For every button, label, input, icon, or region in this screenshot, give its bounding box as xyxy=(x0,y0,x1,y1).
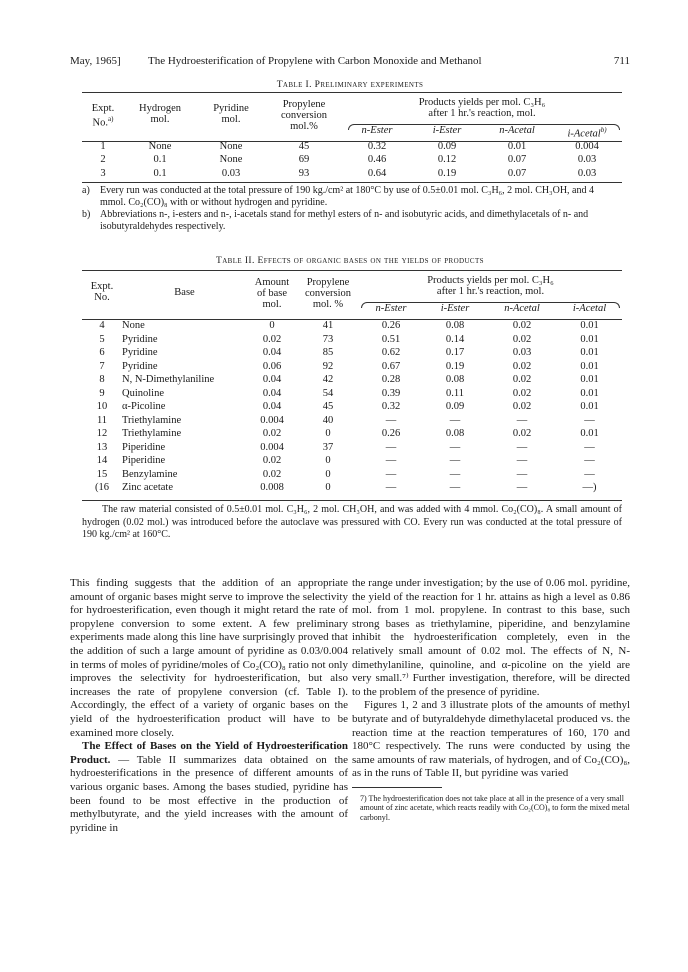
table1-cell: 0.12 xyxy=(437,154,457,165)
table2-cell: Triethylamine xyxy=(122,428,182,439)
header-title: The Hydroesterification of Propylene with Carbon Monoxide and Methanol xyxy=(148,55,482,67)
left-paragraph-2 xyxy=(70,740,348,835)
table2-cell: 7 xyxy=(99,360,105,372)
note-label: a) xyxy=(82,185,90,196)
table2-cell: 0.19 xyxy=(445,360,465,372)
table2-cell: α-Picoline xyxy=(122,401,166,412)
t2-h-products1: Products yields per mol. C₃H₆ xyxy=(427,275,554,286)
table2-cell: 0.01 xyxy=(580,360,599,372)
table2-cell: 37 xyxy=(322,441,334,453)
table1-cell: 0.46 xyxy=(367,154,387,165)
table1-cell: 0.03 xyxy=(577,167,597,179)
table2-bottom-rule xyxy=(82,500,622,501)
table2-cell: 54 xyxy=(322,387,334,399)
table2-cell: — xyxy=(516,455,528,466)
table2-cell: 6 xyxy=(99,347,105,358)
table2-cell: 0.08 xyxy=(445,428,465,439)
table2-cell: Quinoline xyxy=(122,387,164,399)
t1-h-i-ester: i-Ester xyxy=(432,125,462,136)
table2-cell: 4 xyxy=(99,320,105,331)
table2-cell: 8 xyxy=(99,374,105,385)
table2-cell: 12 xyxy=(96,428,108,439)
table2-cell: Piperidine xyxy=(122,455,166,466)
table2-row xyxy=(82,414,622,428)
right-paragraph-2: Figures 1, 2 and 3 illustrate plots of the amounts of methyl butyrate and of butyraldehyde dimethylacetal produced vs. the reaction time at the reaction temperatures of 160, 170 and 180°C respectively. The runs were conducted by using the same amounts of raw materials, of hydrogen, and of Co₂(CO)₈, as in the runs of Table II, but pyridine was varied xyxy=(352,699,630,780)
table1-cell: 0.32 xyxy=(367,140,387,152)
table2-cell: — xyxy=(449,414,461,426)
table2-cell: 0 xyxy=(269,320,275,331)
table2-cell: Zinc acetate xyxy=(122,482,174,493)
table1-row xyxy=(82,167,622,181)
table2-cell: 5 xyxy=(99,333,105,345)
table2-cell: 0.39 xyxy=(381,387,401,399)
t1-h-n-acetal: n-Acetal xyxy=(499,125,535,136)
table2-cell: (16 xyxy=(95,482,109,493)
table2-cell: — xyxy=(584,455,595,466)
t2-h-conv-unit: mol. % xyxy=(312,299,344,310)
table2-cell: 0.02 xyxy=(512,320,532,331)
t2-h-amount1: Amount xyxy=(254,277,290,288)
table2-row xyxy=(82,468,622,482)
t2-h-n-acetal: n-Acetal xyxy=(504,303,540,314)
note-text: Abbreviations n-, i-esters and n-, i-acetals stand for methyl esters of n- and isobutyric acids, and dimethylacetals of n- and isobutyraldehydes respectively. xyxy=(100,209,589,232)
table2-cell: Pyridine xyxy=(122,347,158,358)
table2-cell: — xyxy=(385,414,397,426)
table2-row xyxy=(82,400,622,414)
table2-cell: 0.01 xyxy=(580,374,599,385)
t1-h-i-acetal: i-Acetal xyxy=(567,128,601,140)
t1-h-conversion: conversion xyxy=(280,110,328,121)
table2-cell: 0.004 xyxy=(260,441,284,453)
footnote-rule xyxy=(352,787,442,788)
table2-cell: 45 xyxy=(322,401,334,412)
table2-cell: 0.02 xyxy=(262,428,282,439)
table2-cell: 0.28 xyxy=(381,374,401,385)
table2-cell: 73 xyxy=(322,333,334,345)
table2-row xyxy=(82,373,622,387)
table2-body xyxy=(82,319,622,495)
note-text: Every run was conducted at the total pressure of 190 kg./cm² at 180°C by use of 0.5±0.01 mol. C₃H₆, 2 mol. CH₃OH, and 4 mmol. Co₂(CO)₈ with or without hydrogen and pyridine. xyxy=(100,185,594,208)
table2-cell: 0.02 xyxy=(262,455,282,466)
table1: Expt. No.$^{a)}$ Hydrogen mol. Pyridine mol. Propylene conversion mol.% Products yields per mol. C₃H₆ after 1 hr.'s reaction, mol. n-Ester i-Ester n-Acetal i-Acetal$^{b)}$ 1 None None 45 0.32 0.09 0.01 0.004 2 0.1 None 69 0.46 0.12 0.07 0.03 3 0.1 0.03 93 0.64 0.19 0.07 0.03 xyxy=(82,95,622,180)
table2-caption: Table II. Effects of organic bases on the yields of products xyxy=(216,256,484,266)
table1-cell: None xyxy=(219,154,243,165)
table2-row xyxy=(82,346,622,360)
left-paragraph-1: This finding suggests that the addition of an appropriate amount of organic bases might serve to improve the selectivity for hydroesterification, even though it might retard the rate of propylene conversion to some extent. A few preliminary experiments made along this line have surprisingly proved that the addition of such a large amount of pyridine as 0.03/0.004 in terms of moles of pyridine/moles of Co₂(CO)₈ ratio not only improves the selectivity for hydroesterification, but also increases the rate of propylene conversion (cf. Table I). Accordingly, the effect of a variety of organic bases on the yield of the hydroesterification product will have to be examined more closely. xyxy=(70,577,348,739)
t2-h-propylene: Propylene xyxy=(306,277,350,288)
table2-cell: 0.02 xyxy=(512,387,532,399)
table2-cell: 0.08 xyxy=(445,320,465,331)
table2-row xyxy=(82,454,622,468)
table2-cell: 0.02 xyxy=(262,333,282,345)
t1-h-products2: after 1 hr.'s reaction, mol. xyxy=(428,108,536,119)
note-label: b) xyxy=(82,209,91,220)
left-paragraph-2-text: — Table II summarizes data obtained on the hydroesterifications in the presence of different amounts of various organic bases. Among the bases studied, pyridine has been found to be most effective in the production of methylbutyrate, and the yield increases with the amount of pyridine in xyxy=(70,753,348,834)
table2-cell: — xyxy=(516,414,528,426)
table2-cell: 0.26 xyxy=(381,320,401,331)
table2-cell: Triethylamine xyxy=(122,414,182,426)
table2-cell: 13 xyxy=(96,441,108,453)
t1-h-pyridine-unit: mol. xyxy=(221,114,241,125)
table1-cell: 0.03 xyxy=(577,154,597,165)
table2-row xyxy=(82,333,622,347)
table1-note-b xyxy=(82,209,622,233)
t2-h-base: Base xyxy=(174,287,195,298)
table2-cell: 0.17 xyxy=(445,347,465,358)
table1-cell: 0.03 xyxy=(221,167,241,179)
table1-notes xyxy=(82,185,622,233)
table2-cell: — xyxy=(516,441,528,453)
table2-cell: 0.08 xyxy=(445,374,465,385)
table2-cell: Pyridine xyxy=(122,333,158,345)
table1-cell: 0.1 xyxy=(153,167,167,179)
t2-h-expt: Expt. xyxy=(90,281,114,292)
table2-cell: 9 xyxy=(99,387,105,399)
table2-cell: 0.02 xyxy=(512,401,532,412)
table2-cell: — xyxy=(584,468,595,480)
table2-cell: 0.04 xyxy=(262,347,282,358)
table2-cell: — xyxy=(584,414,595,426)
table2-cell: 41 xyxy=(322,320,334,331)
table2-cell: N, N-Dimethylaniline xyxy=(122,374,215,385)
table2-cell: None xyxy=(122,320,145,331)
table2-cell: — xyxy=(584,441,595,453)
table2-cell: 0.26 xyxy=(381,428,401,439)
t2-h-i-acetal: i-Acetal xyxy=(572,303,607,314)
t1-h-expt: Expt. xyxy=(91,103,115,114)
t1-h-hydrogen: Hydrogen xyxy=(139,103,181,114)
table1-cell: 0.004 xyxy=(575,140,599,152)
table2-cell: 15 xyxy=(96,468,108,480)
table2-cell: 0.01 xyxy=(580,347,599,358)
table1-cell: 93 xyxy=(298,167,310,179)
section-heading: The Effect of Bases on the Yield of Hydroesterification Product. xyxy=(70,740,348,766)
table2-cell: Piperidine xyxy=(122,441,166,453)
table2-cell: 0.008 xyxy=(260,482,284,493)
table2-row xyxy=(82,387,622,401)
table1-cell: 0.01 xyxy=(507,140,527,152)
table2-cell: — xyxy=(449,441,461,453)
table2-cell: — xyxy=(385,455,397,466)
table2-cell: 0.32 xyxy=(381,401,401,412)
t2-h-amount2: of base xyxy=(256,288,288,299)
t2-h-products2: after 1 hr.'s reaction, mol. xyxy=(436,286,545,297)
table1-cell: None xyxy=(219,140,243,152)
table2-cell: 11 xyxy=(96,414,108,426)
table1-cell: 0.1 xyxy=(153,154,167,165)
table2-cell: 0.09 xyxy=(445,401,465,412)
table2-cell: Benzylamine xyxy=(122,468,178,480)
t1-h-hydrogen-unit: mol. xyxy=(150,114,170,125)
table2-cell: 0.62 xyxy=(381,347,401,358)
table2-cell: 0.01 xyxy=(580,428,599,439)
table2-header-rule xyxy=(82,319,622,320)
left-column xyxy=(70,577,348,835)
table2-cell: 42 xyxy=(322,374,334,385)
table2-cell: 0.02 xyxy=(512,428,532,439)
table1-cell: 45 xyxy=(298,140,310,152)
table2-cell: 0 xyxy=(325,428,331,439)
t2-h-no: No. xyxy=(94,292,110,303)
table1-cell: 69 xyxy=(298,154,310,165)
table2-cell: — xyxy=(385,468,397,480)
t2-h-amount3: mol. xyxy=(262,299,282,310)
table2-row xyxy=(82,360,622,374)
table2-cell: 0.67 xyxy=(381,360,401,372)
table2-cell: 85 xyxy=(322,347,334,358)
table2-row xyxy=(82,427,622,441)
table1-cell: 1 xyxy=(100,140,106,152)
table1-products-brace xyxy=(348,124,620,130)
table1-cell: 0.19 xyxy=(437,167,457,179)
table2-cell: 0.04 xyxy=(262,401,282,412)
running-head xyxy=(70,55,630,67)
table2-cell: 0.02 xyxy=(512,360,532,372)
table2-cell: 0.04 xyxy=(262,374,282,385)
table2-note: The raw material consisted of 0.5±0.01 mol. C₃H₆, 2 mol. CH₃OH, and was added with 4 mmol. Co₂(CO)₈. A small amount of hydrogen (0.02 mol.) was introduced before the autoclave was pressured with CO. Every run was conducted at the total pressure of 190 kg./cm² at 160°C. xyxy=(82,504,622,540)
table2-cell: 0 xyxy=(325,482,331,493)
t1-h-conv-unit: mol.% xyxy=(290,121,318,132)
table2-cell: 14 xyxy=(96,455,108,466)
table2-cell: — xyxy=(385,441,397,453)
table1-cell: 2 xyxy=(100,154,106,165)
right-paragraph-1: the range under investigation; by the use of 0.06 mol. pyridine, the yield of the reaction for 1 hr. attains as high a level as 0.86 mol. from 1 mol. propylene. In contrast to this base, such strong bases as triethylamine, piperidine, and benzylamine inhibit the hydroesterification completely, even in the relatively small amount of 0.02 mol. The effects of N, N-dimethylaniline, quinoline, and α-picoline on the yield are very small.⁷⁾ Further investigation, therefore, will be directed to the problem of the presence of pyridine. xyxy=(352,577,630,698)
t1-h-propylene: Propylene xyxy=(282,99,326,110)
table1-cell: 3 xyxy=(100,167,106,179)
table2-cell: 40 xyxy=(322,414,334,426)
t1-h-no: No. xyxy=(92,117,108,129)
table2-cell: 10 xyxy=(96,401,108,412)
table2-products-brace xyxy=(361,302,620,308)
table2-cell: 0.02 xyxy=(512,333,532,345)
table1-header-rule xyxy=(82,141,622,142)
header-date: May, 1965] xyxy=(70,55,121,67)
table2-cell: — xyxy=(516,468,528,480)
table1-bottom-rule xyxy=(82,182,622,183)
page-number: 711 xyxy=(613,55,630,67)
table2-cell: 0.004 xyxy=(260,414,284,426)
table2-cell: 0.01 xyxy=(580,333,599,345)
table2-cell: 0.51 xyxy=(381,333,401,345)
t1-h-pyridine: Pyridine xyxy=(213,103,249,114)
table1-cell: 0.64 xyxy=(367,167,387,179)
table2-cell: — xyxy=(449,455,461,466)
t1-h-products1: Products yields per mol. C₃H₆ xyxy=(418,97,546,108)
table2-cell: 0.01 xyxy=(580,387,599,399)
table2-cell: 0 xyxy=(325,468,331,480)
table1-note-a xyxy=(82,185,622,209)
table2-cell: — xyxy=(449,468,461,480)
t2-h-conversion: conversion xyxy=(304,288,352,299)
t2-h-i-ester: i-Ester xyxy=(440,303,470,314)
table2-cell: —) xyxy=(582,482,597,493)
t1-h-n-ester: n-Ester xyxy=(361,125,393,136)
table2-cell: 92 xyxy=(322,360,334,372)
table1-cell: 0.07 xyxy=(507,167,527,179)
table2-cell: — xyxy=(516,482,528,493)
table2-row xyxy=(82,319,622,333)
table2-cell: 0.01 xyxy=(580,401,599,412)
table2-cell: 0.03 xyxy=(512,347,532,358)
table2-top-rule xyxy=(82,270,622,271)
table1-cell: 0.07 xyxy=(507,154,527,165)
table2-cell: 0.06 xyxy=(262,360,282,372)
table2-cell: 0.11 xyxy=(446,387,464,399)
table1-cell: None xyxy=(148,140,172,152)
table2-cell: 0 xyxy=(325,455,331,466)
table1-body xyxy=(82,140,622,181)
table2-cell: — xyxy=(449,482,461,493)
footnote-7: 7) The hydroesterification does not take place at all in the presence of a very small amount of zinc acetate, which reacts readily with Co₂(CO)₈ to form the mixed metal carbonyl. xyxy=(360,793,630,822)
table2-cell: — xyxy=(385,482,397,493)
table1-cell: 0.09 xyxy=(437,140,457,152)
t2-h-n-ester: n-Ester xyxy=(375,303,407,314)
table1-caption: Table I. Preliminary experiments xyxy=(276,80,424,90)
table2-cell: 0.14 xyxy=(445,333,465,345)
table2-cell: 0.02 xyxy=(512,374,532,385)
table2-row xyxy=(82,481,622,495)
table1-row xyxy=(82,153,622,167)
table2-cell: 0.01 xyxy=(580,320,599,331)
table2-row xyxy=(82,441,622,455)
right-column xyxy=(352,577,630,822)
table1-top-rule xyxy=(82,92,622,93)
table2-cell: 0.04 xyxy=(262,387,282,399)
table2-cell: 0.02 xyxy=(262,468,282,480)
table2-cell: Pyridine xyxy=(122,360,158,372)
